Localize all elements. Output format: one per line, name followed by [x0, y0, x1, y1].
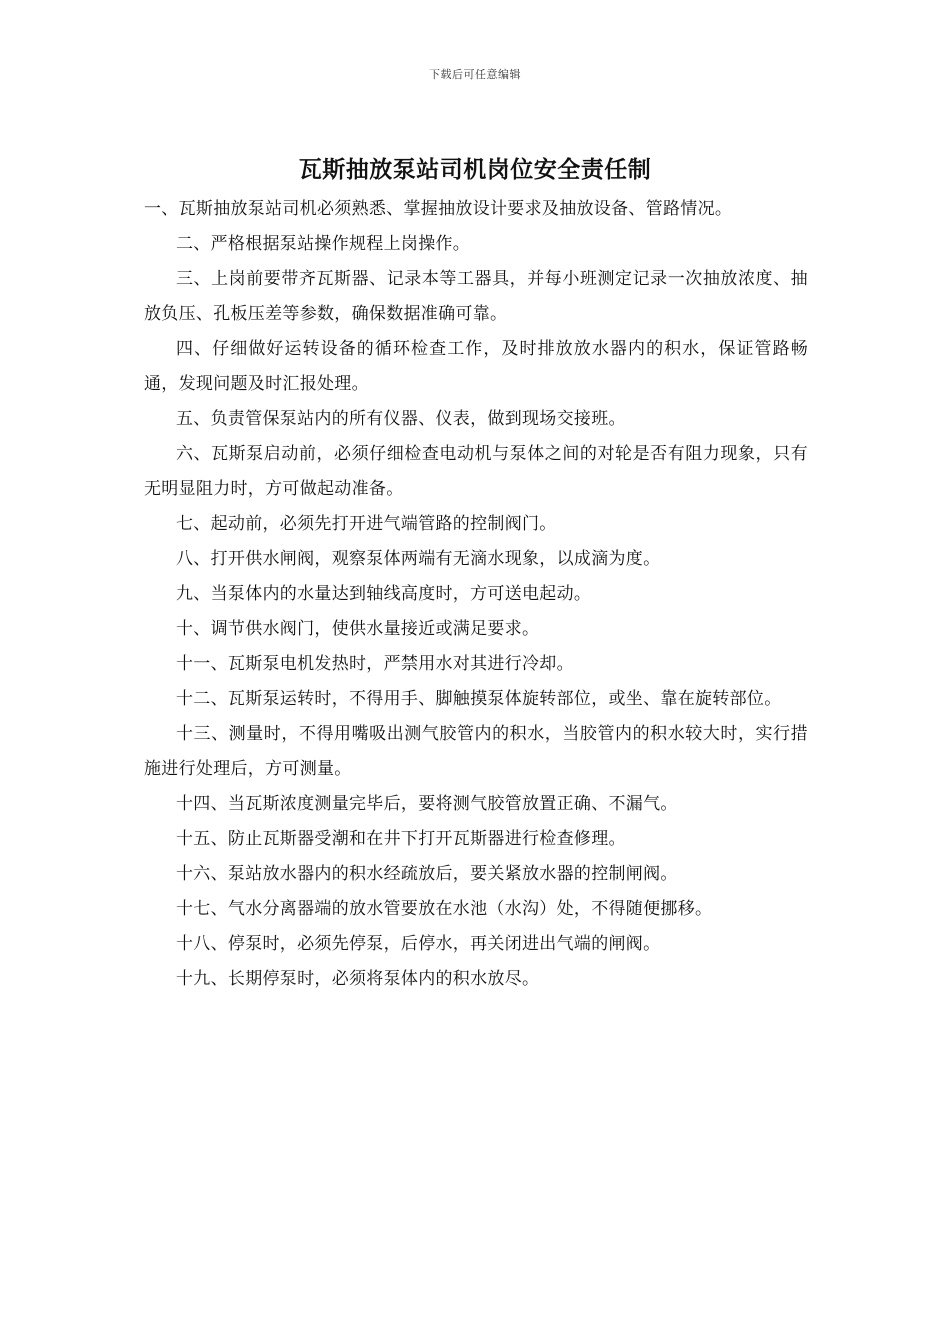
document-body: [144, 192, 808, 997]
paragraph-11: 十一、瓦斯泵电机发热时，严禁用水对其进行冷却。: [176, 654, 574, 674]
paragraph-12: 十二、瓦斯泵运转时，不得用手、脚触摸泵体旋转部位，或坐、靠在旋转部位。: [176, 689, 782, 709]
paragraph-1: 一、瓦斯抽放泵站司机必须熟悉、掌握抽放设计要求及抽放设备、管路情况。: [144, 199, 733, 219]
paragraph-3: 三、上岗前要带齐瓦斯器、记录本等工器具，并每小班测定记录一次抽放浓度、抽放负压、孔板压差等参数，确保数据准确可靠。: [144, 269, 808, 324]
paragraph-14: 十四、当瓦斯浓度测量完毕后，要将测气胶管放置正确、不漏气。: [176, 794, 678, 814]
paragraph-18: 十八、停泵时，必须先停泵，后停水，再关闭进出气端的闸阀。: [176, 934, 661, 954]
paragraph-17: 十七、气水分离器端的放水管要放在水池（水沟）处，不得随便挪移。: [176, 899, 713, 919]
paragraph-4: 四、仔细做好运转设备的循环检查工作，及时排放放水器内的积水，保证管路畅通，发现问题及时汇报处理。: [144, 339, 808, 394]
paragraph-16: 十六、泵站放水器内的积水经疏放后，要关紧放水器的控制闸阀。: [176, 864, 678, 884]
paragraph-5: 五、负责管保泵站内的所有仪器、仪表，做到现场交接班。: [176, 409, 626, 429]
header-note: 下载后可任意编辑: [429, 68, 521, 81]
paragraph-7: 七、起动前，必须先打开进气端管路的控制阀门。: [176, 514, 557, 534]
document-title: 瓦斯抽放泵站司机岗位安全责任制: [298, 156, 652, 183]
paragraph-6: 六、瓦斯泵启动前，必须仔细检查电动机与泵体之间的对轮是否有阻力现象，只有无明显阻力时，方可做起动准备。: [144, 444, 808, 499]
paragraph-9: 九、当泵体内的水量达到轴线高度时，方可送电起动。: [176, 584, 592, 604]
paragraph-10: 十、调节供水阀门，使供水量接近或满足要求。: [176, 619, 540, 639]
paragraph-2: 二、严格根据泵站操作规程上岗操作。: [176, 234, 471, 254]
paragraph-8: 八、打开供水闸阀，观察泵体两端有无滴水现象，以成滴为度。: [176, 549, 661, 569]
paragraph-15: 十五、防止瓦斯器受潮和在井下打开瓦斯器进行检查修理。: [176, 829, 626, 849]
paragraph-19: 十九、长期停泵时，必须将泵体内的积水放尽。: [176, 969, 540, 989]
paragraph-13: 十三、测量时，不得用嘴吸出测气胶管内的积水，当胶管内的积水较大时，实行措施进行处理后，方可测量。: [144, 724, 808, 779]
